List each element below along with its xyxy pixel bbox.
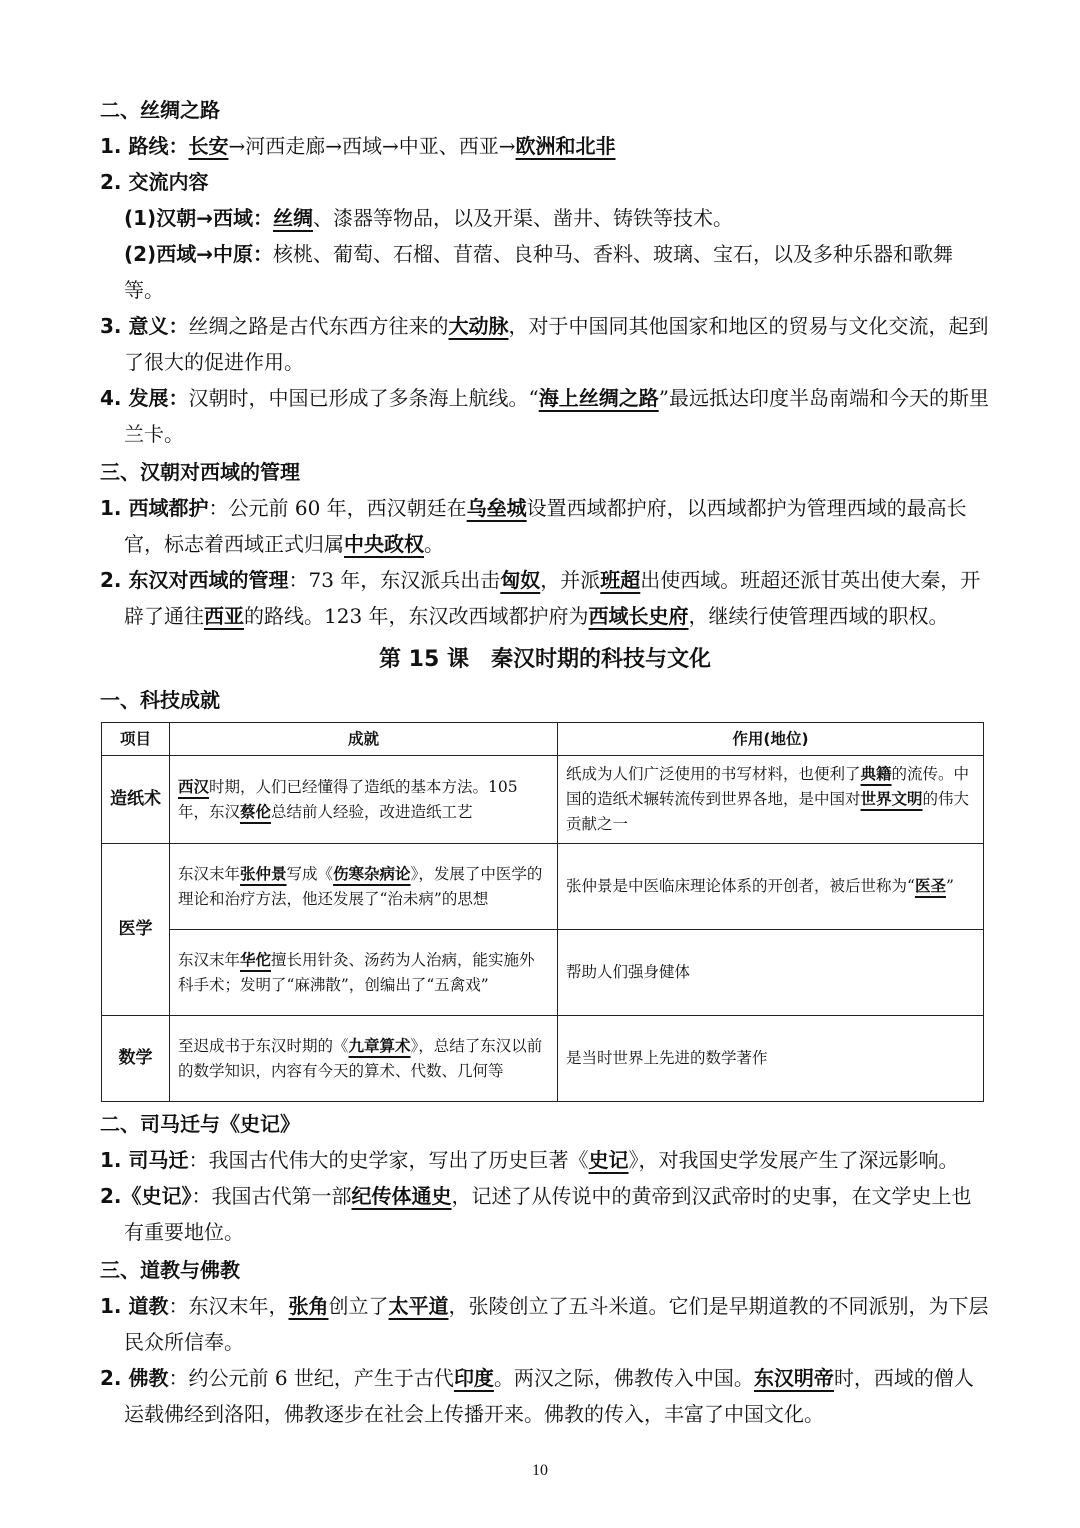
protectorate-label: 1. 西域都护 <box>100 496 209 520</box>
item-math: 数学 <box>102 1016 170 1102</box>
route-label: 1. 路线： <box>100 134 189 158</box>
paper-r3: 的流传。中国的造纸术辗转流传到世界各地，是中国对 <box>566 765 970 808</box>
lesson-title <box>100 640 990 680</box>
taoism-text-2: 创立了 <box>328 1294 389 1318</box>
exchange-2-head: (2)西域→中原： <box>124 242 273 266</box>
med-a5: 》，发展了中医学的理论和治疗方法，他还发展了“治未病”的思想 <box>178 864 543 908</box>
exchange-1-head: (1)汉朝→西域： <box>124 206 273 230</box>
exchange-line-2 <box>100 236 990 308</box>
math-role: 是当时世界上先进的数学著作 <box>558 1016 984 1102</box>
med-r2: 医圣 <box>914 877 946 895</box>
meaning-text-1: 丝绸之路是古代东西方往来的 <box>188 314 449 338</box>
exchange-1-rest: 、漆器等物品，以及开渠、凿井、铸铁等技术。 <box>312 206 733 230</box>
math-a1: 至迟成书于东汉时期的《 <box>178 1036 349 1055</box>
protectorate-text-3: 。 <box>424 532 444 556</box>
exchange-line-1 <box>100 200 990 236</box>
meaning-text-2: ，对于中国同其他国家和地区的贸易与文化交流，起到了很大的促进作用。 <box>124 314 989 374</box>
achievements-table <box>101 722 984 1102</box>
shiji-text-2: ，记述了从传说中的黄帝到汉武帝时的史事，在文学史上也有重要地位。 <box>124 1184 972 1244</box>
taoism-key-1: 张角 <box>288 1294 329 1318</box>
protectorate-key-1: 乌垒城 <box>466 496 527 520</box>
taoism-text-1: ：东汉末年， <box>168 1294 289 1318</box>
exchange-label: 2. 交流内容 <box>100 170 209 194</box>
table-row-medicine-2 <box>102 930 984 1016</box>
medicine-achievement-1 <box>170 844 558 930</box>
header-item: 项目 <box>102 723 170 756</box>
section-title-religion: 三、道教与佛教 <box>100 1258 240 1282</box>
shiji-label: 2.《史记》 <box>100 1184 192 1208</box>
table-row-paper <box>102 756 984 844</box>
header-achievement: 成就 <box>170 723 558 756</box>
med-a3: 写成《 <box>286 864 334 883</box>
page-number: 10 <box>532 1462 548 1479</box>
buddhism-text-3: 时，西域的僧人运载佛经到洛阳，佛教逐步在社会上传播开来。佛教的传入，丰富了中国文化。 <box>124 1366 974 1426</box>
route-start: 长安 <box>188 134 229 158</box>
medicine-achievement-2 <box>170 930 558 1016</box>
buddhism-text-2: 。两汉之际，佛教传入中国。 <box>493 1366 754 1390</box>
page-content <box>100 90 990 1432</box>
med-a4: 伤寒杂病论 <box>333 864 411 883</box>
meaning-key: 大动脉 <box>448 314 509 338</box>
buddhism-key-1: 印度 <box>453 1366 494 1390</box>
item-medicine: 医学 <box>102 844 170 1016</box>
sima-text-2: 》，对我国史学发展产生了深远影响。 <box>628 1148 959 1172</box>
paper-a3: 蔡伦 <box>240 802 272 821</box>
item-papermaking: 造纸术 <box>102 756 170 844</box>
buddhism-key-2: 东汉明帝 <box>753 1366 834 1390</box>
management-text-1: ：73 年，东汉派兵出击 <box>288 568 501 592</box>
med-b3: 擅长用针灸、汤药为人治病，能实施外科手术；发明了“麻沸散”，创编出了“五禽戏” <box>178 950 535 994</box>
med-r3: ” <box>945 877 954 895</box>
taoism-paragraph <box>100 1288 990 1360</box>
paper-a1: 西汉 <box>178 777 210 796</box>
buddhism-label: 2. 佛教 <box>100 1366 169 1390</box>
taoism-text-3: ，张陵创立了五斗米道。它们是早期道教的不同派别，为下层民众所信奉。 <box>124 1294 989 1354</box>
sima-key: 史记 <box>588 1148 629 1172</box>
med-a2: 张仲景 <box>240 864 287 883</box>
shiji-paragraph <box>100 1178 990 1250</box>
paper-role <box>558 756 984 844</box>
buddhism-paragraph <box>100 1360 990 1432</box>
med-b2: 华佗 <box>240 950 272 969</box>
exchange-1-key: 丝绸 <box>272 206 313 230</box>
table-row-math <box>102 1016 984 1102</box>
section-title-achievements: 一、科技成就 <box>100 688 220 712</box>
route-end: 欧洲和北非 <box>515 134 616 158</box>
management-text-2: ，并派 <box>540 568 601 592</box>
lesson-number: 第 15 课 <box>379 647 469 672</box>
medicine-role-2: 帮助人们强身健体 <box>558 930 984 1016</box>
paper-a2: 时期，人们已经懂得了造纸的基本方法。105 年，东汉 <box>178 777 518 821</box>
protectorate-text-1: ：公元前 60 年，西汉朝廷在 <box>208 496 467 520</box>
sima-label: 1. 司马迁 <box>100 1148 189 1172</box>
silk-road-meaning <box>100 308 990 380</box>
math-a3: 》，总结了东汉以前的数学知识，内容有今天的算术、代数、几何等 <box>178 1036 543 1080</box>
sima-text-1: ：我国古代伟大的史学家，写出了历史巨著《 <box>188 1148 589 1172</box>
med-r1: 张仲景是中医临床理论体系的开创者，被后世称为“ <box>566 877 915 895</box>
meaning-label: 3. 意义： <box>100 314 189 338</box>
med-a1: 东汉末年 <box>178 864 241 883</box>
protectorate-key-2: 中央政权 <box>344 532 424 556</box>
silk-road-route <box>100 128 990 164</box>
table-row-medicine-1 <box>102 844 984 930</box>
math-achievement <box>170 1016 558 1102</box>
sima-qian-paragraph <box>100 1142 990 1178</box>
management-key-4: 西域长史府 <box>588 604 689 628</box>
develop-label: 4. 发展： <box>100 386 189 410</box>
lesson-name: 秦汉时期的科技与文化 <box>490 647 711 672</box>
paper-achievement <box>170 756 558 844</box>
paper-r5: 的伟大贡献之一 <box>566 790 970 833</box>
develop-text-1: 汉朝时，中国已形成了多条海上航线。“ <box>188 386 539 410</box>
paper-a4: 总结前人经验，改进造纸工艺 <box>271 802 473 821</box>
route-middle: →河西走廊→西域→中亚、西亚→ <box>228 134 516 158</box>
management-key-3: 西亚 <box>204 604 244 628</box>
shiji-text-1: ：我国古代第一部 <box>191 1184 352 1208</box>
management-text-4: 的路线。123 年，东汉改西域都护府为 <box>244 604 589 628</box>
management-text-3: 出使西域。班超还派甘英出使大秦，开辟了通往 <box>124 568 981 628</box>
eastern-han-management <box>100 562 990 634</box>
silk-road-development <box>100 380 990 452</box>
develop-text-2: ”最远抵达印度半岛南端和今天的斯里兰卡。 <box>124 386 989 446</box>
table-header-row <box>102 723 984 756</box>
management-key-1: 匈奴 <box>500 568 541 592</box>
western-protectorate <box>100 490 990 562</box>
section-title-silk-road: 二、丝绸之路 <box>100 98 220 122</box>
taoism-key-2: 太平道 <box>388 1294 449 1318</box>
header-role: 作用(地位) <box>558 723 984 756</box>
develop-key: 海上丝绸之路 <box>538 386 659 410</box>
paper-r2: 典籍 <box>860 765 892 783</box>
med-b1: 东汉末年 <box>178 950 241 969</box>
section-title-sima-qian: 二、司马迁与《史记》 <box>100 1112 300 1136</box>
taoism-label: 1. 道教 <box>100 1294 169 1318</box>
protectorate-text-2: 设置西域都护府，以西域都护为管理西域的最高长官，标志着西域正式归属 <box>124 496 967 556</box>
paper-r1: 纸成为人们广泛使用的书写材料，也便利了 <box>566 765 861 783</box>
buddhism-text-1: ：约公元前 6 世纪，产生于古代 <box>168 1366 454 1390</box>
math-a2: 九章算术 <box>348 1036 411 1055</box>
shiji-key: 纪传体通史 <box>351 1184 452 1208</box>
management-key-2: 班超 <box>600 568 641 592</box>
management-label: 2. 东汉对西域的管理 <box>100 568 289 592</box>
section-title-western-regions: 三、汉朝对西域的管理 <box>100 460 300 484</box>
paper-r4: 世界文明 <box>860 790 923 808</box>
medicine-role-1 <box>558 844 984 930</box>
management-text-5: ，继续行使管理西域的职权。 <box>688 604 949 628</box>
exchange-2-rest: 核桃、葡萄、石榴、苜蓿、良种马、香料、玻璃、宝石，以及多种乐器和歌舞等。 <box>124 242 953 302</box>
